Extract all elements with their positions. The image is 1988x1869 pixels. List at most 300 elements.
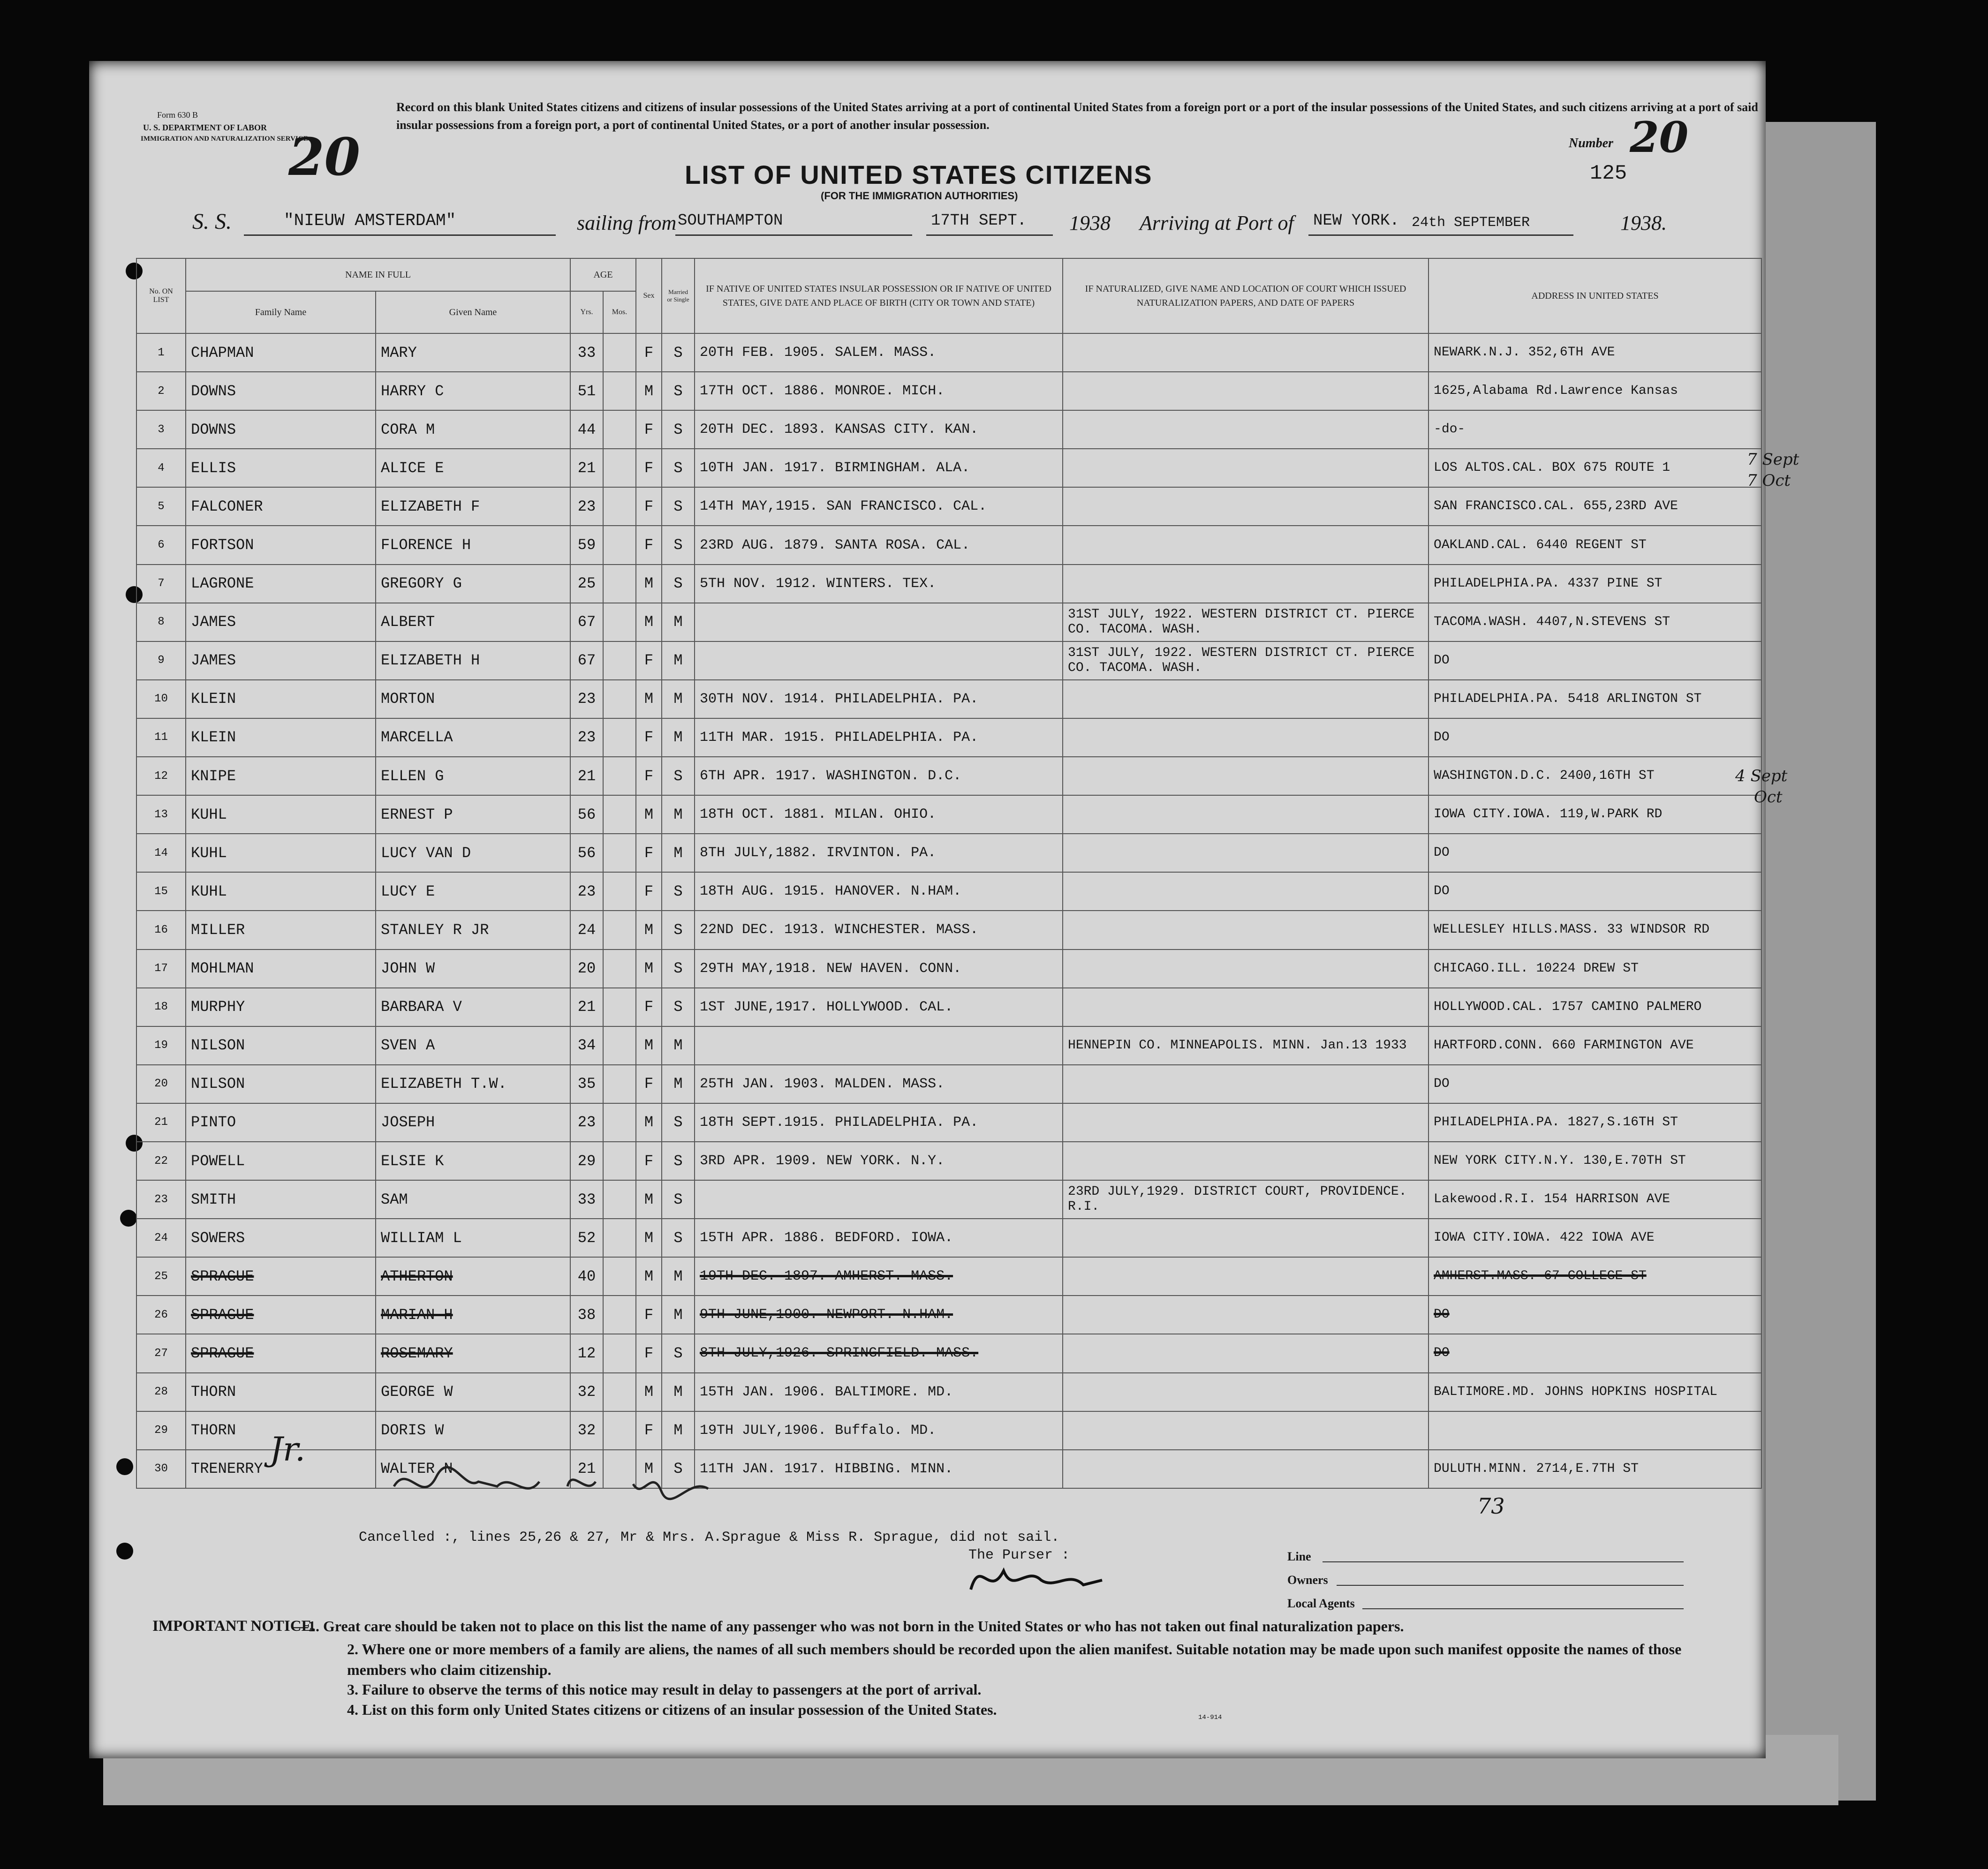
- header-family-name: Family Name: [186, 291, 376, 333]
- us-address: IOWA CITY.IOWA. 422 IOWA AVE: [1429, 1219, 1761, 1257]
- sex: F: [636, 988, 662, 1026]
- form-number: Form 630 B: [157, 110, 198, 120]
- purser-label: The Purser :: [968, 1547, 1070, 1563]
- row-number: 29: [136, 1411, 186, 1450]
- from-port-line: [675, 234, 912, 236]
- given-name: ELIZABETH H: [376, 641, 570, 680]
- age-months: [603, 680, 636, 718]
- instructions: Record on this blank United States citizens and citizens of insular possessions of the United States arriving at a port of continental United States from a foreign port or a port of the insular possessions of the United States, and such citizens arriving at a port of said insular possessions from a foreign port, a port of continental United States, or a port of another insular possession.: [396, 100, 1758, 132]
- table-row: [136, 1257, 1761, 1296]
- birth-info: 8TH JULY,1926. SPRINGFIELD. MASS.: [695, 1334, 1063, 1372]
- birth-info: [695, 603, 1063, 641]
- naturalization-info: [1063, 1065, 1429, 1103]
- sex: M: [636, 603, 662, 641]
- arrival-date: 24th SEPTEMBER: [1412, 215, 1530, 231]
- family-name: KLEIN: [186, 718, 376, 757]
- header-age: AGE: [570, 258, 636, 291]
- birth-info: 17TH OCT. 1886. MONROE. MICH.: [695, 372, 1063, 410]
- naturalization-info: [1063, 1334, 1429, 1372]
- given-name: ELIZABETH F: [376, 487, 570, 526]
- table-row: [136, 872, 1761, 911]
- table-row: [136, 565, 1761, 603]
- birth-info: 18TH OCT. 1881. MILAN. OHIO.: [695, 795, 1063, 834]
- line-label: Line: [1287, 1550, 1311, 1563]
- marital-status: M: [662, 1026, 695, 1065]
- table-row: [136, 988, 1761, 1026]
- age-months: [603, 641, 636, 680]
- given-name: SAM: [376, 1180, 570, 1219]
- naturalization-info: [1063, 372, 1429, 410]
- age-months: [603, 487, 636, 526]
- naturalization-info: [1063, 911, 1429, 949]
- family-name: KUHL: [186, 834, 376, 872]
- age-months: [603, 603, 636, 641]
- birth-info: 10TH JAN. 1917. BIRMINGHAM. ALA.: [695, 449, 1063, 487]
- age-years: 52: [570, 1219, 603, 1257]
- age-years: 38: [570, 1296, 603, 1334]
- family-name: FORTSON: [186, 526, 376, 564]
- naturalization-info: [1063, 487, 1429, 526]
- us-address: Lakewood.R.I. 154 HARRISON AVE: [1429, 1180, 1761, 1219]
- arrival-port: NEW YORK.: [1313, 212, 1399, 230]
- page-total: 73: [1477, 1493, 1505, 1519]
- table-row: [136, 718, 1761, 757]
- marital-status: S: [662, 1103, 695, 1142]
- given-name: ROSEMARY: [376, 1334, 570, 1372]
- age-years: 24: [570, 911, 603, 949]
- row-number: 8: [136, 603, 186, 641]
- table-row: [136, 1180, 1761, 1219]
- row-number: 27: [136, 1334, 186, 1372]
- row-number: 24: [136, 1219, 186, 1257]
- age-months: [603, 1026, 636, 1065]
- age-months: [603, 795, 636, 834]
- table-row: [136, 795, 1761, 834]
- us-address: OAKLAND.CAL. 6440 REGENT ST: [1429, 526, 1761, 564]
- sex: F: [636, 1334, 662, 1372]
- age-months: [603, 333, 636, 372]
- birth-info: [695, 1180, 1063, 1219]
- sex: M: [636, 1219, 662, 1257]
- given-name: BARBARA V: [376, 988, 570, 1026]
- family-name: FALCONER: [186, 487, 376, 526]
- birth-info: 20TH FEB. 1905. SALEM. MASS.: [695, 333, 1063, 372]
- marital-status: S: [662, 872, 695, 911]
- given-name: FLORENCE H: [376, 526, 570, 564]
- row-number: 25: [136, 1257, 186, 1296]
- row-number: 17: [136, 950, 186, 988]
- row-number: 12: [136, 757, 186, 795]
- naturalization-info: [1063, 333, 1429, 372]
- naturalization-info: [1063, 449, 1429, 487]
- age-years: 21: [570, 757, 603, 795]
- given-name: ALBERT: [376, 603, 570, 641]
- naturalization-info: [1063, 1373, 1429, 1411]
- given-name: HARRY C: [376, 372, 570, 410]
- given-name: MARY: [376, 333, 570, 372]
- family-name: MURPHY: [186, 988, 376, 1026]
- table-row: [136, 333, 1761, 372]
- ship-name-line: [244, 234, 556, 236]
- us-address: CHICAGO.ILL. 10224 DREW ST: [1429, 950, 1761, 988]
- sex: F: [636, 718, 662, 757]
- print-code: 14-914: [1198, 1714, 1222, 1721]
- notice-item-1: —1. Great care should be taken not to place on this list the name of any passenger who was not born in the United States or who has not taken out final naturalization papers.: [293, 1618, 1404, 1635]
- ship-name: "NIEUW AMSTERDAM": [284, 211, 456, 230]
- us-address: DO: [1429, 872, 1761, 911]
- us-address: NEWARK.N.J. 352,6TH AVE: [1429, 333, 1761, 372]
- birth-info: 8TH JULY,1882. IRVINTON. PA.: [695, 834, 1063, 872]
- agents-field: [1362, 1608, 1684, 1609]
- us-address: HARTFORD.CONN. 660 FARMINGTON AVE: [1429, 1026, 1761, 1065]
- family-name: SOWERS: [186, 1219, 376, 1257]
- naturalization-info: [1063, 718, 1429, 757]
- family-name: SPRAGUE: [186, 1334, 376, 1372]
- given-name: JOSEPH: [376, 1103, 570, 1142]
- sex: M: [636, 1257, 662, 1296]
- table-row: [136, 487, 1761, 526]
- line-field: [1323, 1561, 1684, 1562]
- age-months: [603, 1411, 636, 1450]
- birth-info: 9TH JUNE,1900. NEWPORT. N.HAM.: [695, 1296, 1063, 1334]
- sail-date-line: [926, 234, 1053, 236]
- age-years: 32: [570, 1411, 603, 1450]
- row-number: 16: [136, 911, 186, 949]
- ss-label: S. S.: [192, 209, 232, 234]
- age-months: [603, 757, 636, 795]
- birth-info: 11TH JAN. 1917. HIBBING. MINN.: [695, 1450, 1063, 1488]
- birth-info: 23RD AUG. 1879. SANTA ROSA. CAL.: [695, 526, 1063, 564]
- us-address: 1625,Alabama Rd.Lawrence Kansas: [1429, 372, 1761, 410]
- family-name: DOWNS: [186, 410, 376, 449]
- naturalization-info: [1063, 410, 1429, 449]
- table-row: [136, 1026, 1761, 1065]
- table-row: [136, 1219, 1761, 1257]
- row-number: 6: [136, 526, 186, 564]
- us-address: [1429, 1411, 1761, 1450]
- marital-status: M: [662, 1296, 695, 1334]
- handwritten-jr: Jr.: [270, 1430, 306, 1469]
- us-address: PHILADELPHIA.PA. 4337 PINE ST: [1429, 565, 1761, 603]
- age-years: 34: [570, 1026, 603, 1065]
- header-name-in-full: NAME IN FULL: [186, 258, 570, 291]
- age-years: 56: [570, 795, 603, 834]
- naturalization-info: [1063, 1296, 1429, 1334]
- family-name: KNIPE: [186, 757, 376, 795]
- age-years: 35: [570, 1065, 603, 1103]
- table-row: [136, 1450, 1761, 1488]
- age-months: [603, 565, 636, 603]
- family-name: DOWNS: [186, 372, 376, 410]
- sex: F: [636, 1142, 662, 1180]
- given-name: LUCY E: [376, 872, 570, 911]
- age-years: 33: [570, 333, 603, 372]
- age-months: [603, 1296, 636, 1334]
- age-months: [603, 911, 636, 949]
- binder-hole: [120, 1210, 137, 1227]
- given-name: LUCY VAN D: [376, 834, 570, 872]
- owners-label: Owners: [1287, 1573, 1328, 1587]
- birth-info: 15TH JAN. 1906. BALTIMORE. MD.: [695, 1373, 1063, 1411]
- table-row: [136, 410, 1761, 449]
- family-name: CHAPMAN: [186, 333, 376, 372]
- marital-status: M: [662, 1257, 695, 1296]
- marital-status: S: [662, 1334, 695, 1372]
- us-address: DO: [1429, 641, 1761, 680]
- family-name: MOHLMAN: [186, 950, 376, 988]
- family-name: JAMES: [186, 641, 376, 680]
- birth-info: [695, 1026, 1063, 1065]
- us-address: DO: [1429, 718, 1761, 757]
- us-address: DO: [1429, 1065, 1761, 1103]
- binder-hole: [116, 1543, 133, 1560]
- naturalization-info: [1063, 680, 1429, 718]
- birth-info: 25TH JAN. 1903. MALDEN. MASS.: [695, 1065, 1063, 1103]
- header-years: Yrs.: [570, 291, 603, 333]
- birth-info: 22ND DEC. 1913. WINCHESTER. MASS.: [695, 911, 1063, 949]
- age-years: 23: [570, 1103, 603, 1142]
- given-name: GREGORY G: [376, 565, 570, 603]
- naturalization-info: [1063, 1257, 1429, 1296]
- age-years: 21: [570, 988, 603, 1026]
- family-name: JAMES: [186, 603, 376, 641]
- naturalization-info: [1063, 1219, 1429, 1257]
- manifest-table: [136, 258, 1762, 1489]
- naturalization-info: 31ST JULY, 1922. WESTERN DISTRICT CT. PIERCE CO. TACOMA. WASH.: [1063, 641, 1429, 680]
- sex: F: [636, 1296, 662, 1334]
- marital-status: S: [662, 911, 695, 949]
- age-months: [603, 372, 636, 410]
- given-name: WALTER N: [376, 1450, 570, 1488]
- us-address: -do-: [1429, 410, 1761, 449]
- table-row: [136, 950, 1761, 988]
- header-sex: Sex: [636, 258, 662, 333]
- us-address: HOLLYWOOD.CAL. 1757 CAMINO PALMERO: [1429, 988, 1761, 1026]
- birth-info: 15TH APR. 1886. BEDFORD. IOWA.: [695, 1219, 1063, 1257]
- row-number: 28: [136, 1373, 186, 1411]
- marital-status: S: [662, 988, 695, 1026]
- sail-year: 1938: [1069, 211, 1111, 234]
- age-years: 59: [570, 526, 603, 564]
- sex: F: [636, 757, 662, 795]
- family-name: KLEIN: [186, 680, 376, 718]
- table-row: [136, 449, 1761, 487]
- sex: F: [636, 872, 662, 911]
- given-name: ERNEST P: [376, 795, 570, 834]
- row-number: 13: [136, 795, 186, 834]
- notice-title: IMPORTANT NOTICE.: [152, 1618, 316, 1635]
- naturalization-info: [1063, 1411, 1429, 1450]
- row-number: 10: [136, 680, 186, 718]
- age-years: 33: [570, 1180, 603, 1219]
- given-name: MARCELLA: [376, 718, 570, 757]
- table-row: [136, 1142, 1761, 1180]
- table-row: [136, 834, 1761, 872]
- naturalization-info: [1063, 872, 1429, 911]
- age-years: 21: [570, 1450, 603, 1488]
- us-address: DULUTH.MINN. 2714,E.7TH ST: [1429, 1450, 1761, 1488]
- given-name: WILLIAM L: [376, 1219, 570, 1257]
- given-name: MORTON: [376, 680, 570, 718]
- sex: F: [636, 1065, 662, 1103]
- form-subtitle: (FOR THE IMMIGRATION AUTHORITIES): [821, 190, 1018, 202]
- age-years: 23: [570, 487, 603, 526]
- age-years: 25: [570, 565, 603, 603]
- birth-info: 3RD APR. 1909. NEW YORK. N.Y.: [695, 1142, 1063, 1180]
- age-years: 67: [570, 641, 603, 680]
- us-address: TACOMA.WASH. 4407,N.STEVENS ST: [1429, 603, 1761, 641]
- sex: M: [636, 1180, 662, 1219]
- header-list-number: No. ON LIST: [136, 258, 186, 333]
- row-number: 5: [136, 487, 186, 526]
- sex: M: [636, 372, 662, 410]
- us-address: BALTIMORE.MD. JOHNS HOPKINS HOSPITAL: [1429, 1373, 1761, 1411]
- given-name: STANLEY R JR: [376, 911, 570, 949]
- family-name: NILSON: [186, 1065, 376, 1103]
- naturalization-info: [1063, 757, 1429, 795]
- number-label: Number: [1569, 136, 1613, 151]
- sex: M: [636, 1373, 662, 1411]
- sex: F: [636, 1411, 662, 1450]
- age-months: [603, 1142, 636, 1180]
- table-row: [136, 603, 1761, 641]
- sex: F: [636, 834, 662, 872]
- naturalization-info: [1063, 795, 1429, 834]
- age-years: 21: [570, 449, 603, 487]
- naturalization-info: 31ST JULY, 1922. WESTERN DISTRICT CT. PIERCE CO. TACOMA. WASH.: [1063, 603, 1429, 641]
- sex: F: [636, 641, 662, 680]
- family-name: POWELL: [186, 1142, 376, 1180]
- age-months: [603, 1103, 636, 1142]
- sex: M: [636, 1026, 662, 1065]
- naturalization-info: [1063, 526, 1429, 564]
- age-months: [603, 834, 636, 872]
- age-years: 44: [570, 410, 603, 449]
- given-name: ELSIE K: [376, 1142, 570, 1180]
- from-port: SOUTHAMPTON: [678, 212, 783, 230]
- marital-status: S: [662, 449, 695, 487]
- birth-info: 29TH MAY,1918. NEW HAVEN. CONN.: [695, 950, 1063, 988]
- row-number: 14: [136, 834, 186, 872]
- sex: M: [636, 950, 662, 988]
- marital-status: S: [662, 1180, 695, 1219]
- sex: M: [636, 1450, 662, 1488]
- age-months: [603, 1180, 636, 1219]
- marital-status: S: [662, 565, 695, 603]
- age-years: 20: [570, 950, 603, 988]
- handwritten-list-number: 20: [288, 127, 361, 187]
- agents-label: Local Agents: [1287, 1597, 1355, 1610]
- family-name: THORN: [186, 1373, 376, 1411]
- header-birth: IF NATIVE OF UNITED STATES INSULAR POSSESSION OR IF NATIVE OF UNITED STATES, GIVE DATE AND PLACE OF BIRTH (CITY OR TOWN AND STATE): [695, 258, 1063, 333]
- us-address: SAN FRANCISCO.CAL. 655,23RD AVE: [1429, 487, 1761, 526]
- family-name: ELLIS: [186, 449, 376, 487]
- row-number: 26: [136, 1296, 186, 1334]
- table-row: [136, 372, 1761, 410]
- marital-status: S: [662, 410, 695, 449]
- us-address: DO: [1429, 1334, 1761, 1372]
- us-address: PHILADELPHIA.PA. 1827,S.16TH ST: [1429, 1103, 1761, 1142]
- birth-info: 5TH NOV. 1912. WINTERS. TEX.: [695, 565, 1063, 603]
- naturalization-info: [1063, 834, 1429, 872]
- birth-info: 19TH JULY,1906. Buffalo. MD.: [695, 1411, 1063, 1450]
- row-number: 2: [136, 372, 186, 410]
- form-title: LIST OF UNITED STATES CITIZENS: [685, 160, 1153, 189]
- age-years: 29: [570, 1142, 603, 1180]
- birth-info: 30TH NOV. 1914. PHILADELPHIA. PA.: [695, 680, 1063, 718]
- age-years: 23: [570, 718, 603, 757]
- marital-status: S: [662, 487, 695, 526]
- given-name: ELLEN G: [376, 757, 570, 795]
- marital-status: S: [662, 950, 695, 988]
- age-months: [603, 1373, 636, 1411]
- naturalization-info: [1063, 1103, 1429, 1142]
- naturalization-info: [1063, 988, 1429, 1026]
- marital-status: S: [662, 333, 695, 372]
- family-name: SPRAGUE: [186, 1257, 376, 1296]
- row-number: 21: [136, 1103, 186, 1142]
- family-name: TRENERRY: [186, 1450, 376, 1488]
- age-months: [603, 526, 636, 564]
- given-name: DORIS W: [376, 1411, 570, 1450]
- age-months: [603, 988, 636, 1026]
- row-number: 7: [136, 565, 186, 603]
- row-number: 30: [136, 1450, 186, 1488]
- marital-status: M: [662, 680, 695, 718]
- birth-info: [695, 641, 1063, 680]
- family-name: PINTO: [186, 1103, 376, 1142]
- family-name: KUHL: [186, 872, 376, 911]
- age-years: 67: [570, 603, 603, 641]
- us-address: AMHERST.MASS. 67 COLLEGE ST: [1429, 1257, 1761, 1296]
- row-number: 23: [136, 1180, 186, 1219]
- marital-status: S: [662, 1219, 695, 1257]
- age-months: [603, 1334, 636, 1372]
- marital-status: S: [662, 757, 695, 795]
- age-months: [603, 1219, 636, 1257]
- page-number: 125: [1590, 162, 1627, 185]
- age-years: 40: [570, 1257, 603, 1296]
- marital-status: M: [662, 795, 695, 834]
- birth-info: 20TH DEC. 1893. KANSAS CITY. KAN.: [695, 410, 1063, 449]
- given-name: ATHERTON: [376, 1257, 570, 1296]
- notice-item-2: 2. Where one or more members of a family are aliens, the names of all such members should be recorded upon the alien manifest. Suitable notation may be made upon such manifest opposite the names of those members who claim citizenship.: [347, 1641, 1682, 1678]
- birth-info: 18TH AUG. 1915. HANOVER. N.HAM.: [695, 872, 1063, 911]
- given-name: SVEN A: [376, 1026, 570, 1065]
- row-number: 15: [136, 872, 186, 911]
- family-name: SMITH: [186, 1180, 376, 1219]
- margin-note: 7 Oct: [1747, 471, 1791, 490]
- sex: F: [636, 449, 662, 487]
- table-row: [136, 526, 1761, 564]
- age-months: [603, 1065, 636, 1103]
- row-number: 9: [136, 641, 186, 680]
- age-months: [603, 410, 636, 449]
- age-months: [603, 449, 636, 487]
- sex: M: [636, 1103, 662, 1142]
- sailing-label: sailing from: [577, 211, 677, 234]
- sex: F: [636, 333, 662, 372]
- row-number: 4: [136, 449, 186, 487]
- header-months: Mos.: [603, 291, 636, 333]
- table-row: [136, 757, 1761, 795]
- row-number: 22: [136, 1142, 186, 1180]
- arrival-port-line: [1308, 234, 1573, 236]
- age-years: 32: [570, 1373, 603, 1411]
- marital-status: S: [662, 372, 695, 410]
- given-name: ELIZABETH T.W.: [376, 1065, 570, 1103]
- service: IMMIGRATION AND NATURALIZATION SERVICE: [141, 135, 308, 143]
